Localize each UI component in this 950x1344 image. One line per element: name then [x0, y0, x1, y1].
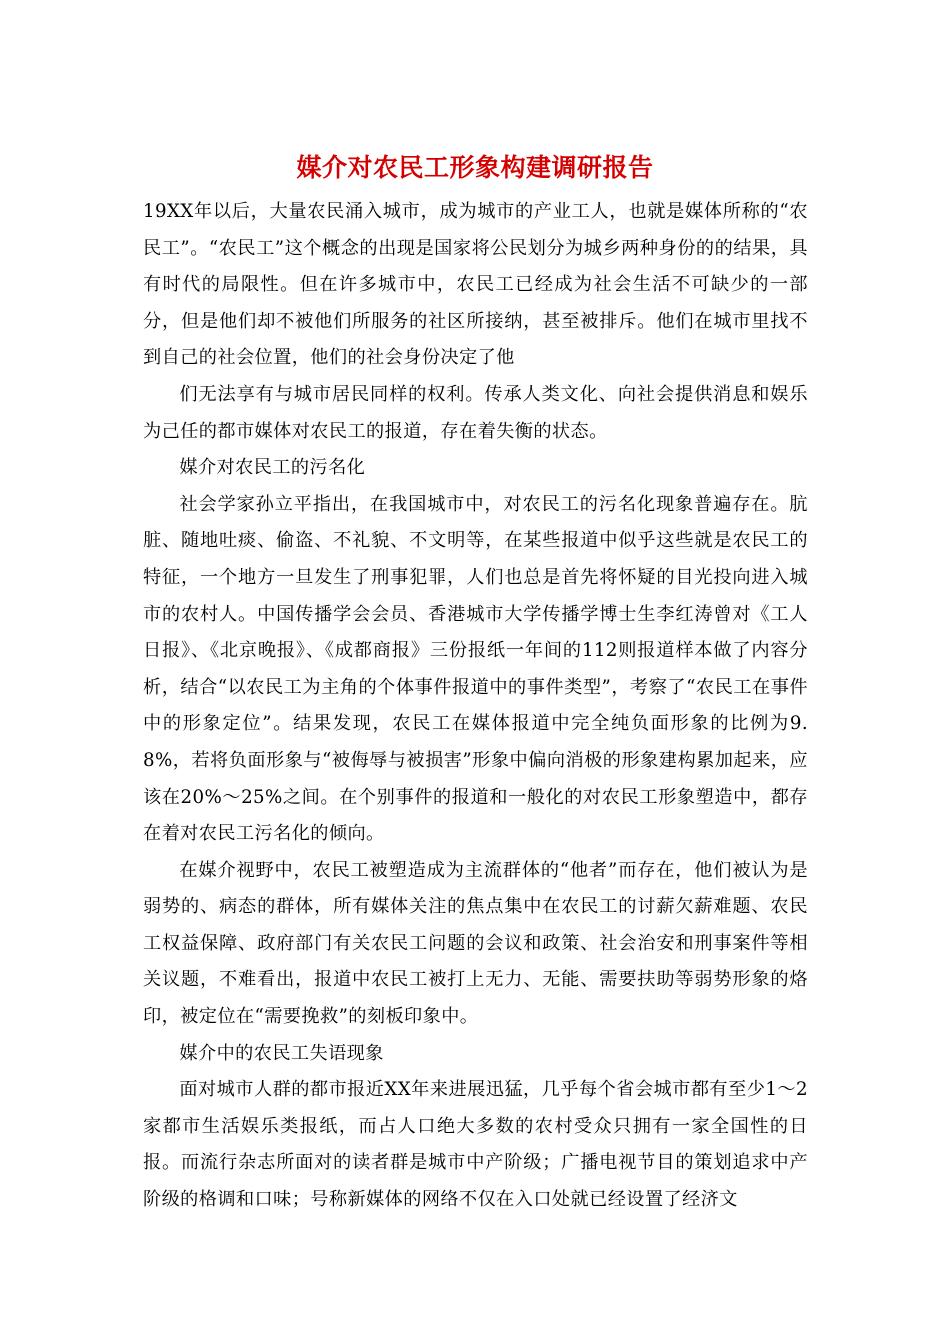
paragraph-rights: 们无法享有与城市居民同样的权利。传承人类文化、向社会提供消息和娱乐为己任的都市媒体对农民工的报道，存在着失衡的状态。 — [143, 383, 808, 442]
section-heading-stigmatization: 媒介对农民工的污名化 — [179, 457, 366, 479]
paragraph-other: 在媒介视野中，农民工被塑造成为主流群体的“他者”而存在，他们被认为是弱势的、病态的群体，所有媒体关注的焦点集中在农民工的讨薪欠薪难题、农民工权益保障、政府部门有关农民工问题的会议和政策、社会治安和刑事案件等相关议题，不难看出，报道中农民工被打上无力、无能、需要扶助等弱势形象的烙印，被定位在“需要挽救”的刻板印象中。 — [143, 859, 808, 1028]
document-body — [143, 194, 808, 1219]
paragraph-intro: 19XX年以后，大量农民涌入城市，成为城市的产业工人，也就是媒体所称的“农民工”。“农民工”这个概念的出现是国家将公民划分为城乡两种身份的的结果，具有时代的局限性。但在许多城市中，农民工已经成为社会生活不可缺少的一部分，但是他们却不被他们所服务的社区所接纳，甚至被排斥。他们在城市里找不到自己的社会位置，他们的社会身份决定了他 — [143, 201, 808, 369]
paragraph-stigmatization: 社会学家孙立平指出，在我国城市中，对农民工的污名化现象普遍存在。肮脏、随地吐痰、偷盗、不礼貌、不文明等，在某些报道中似乎这些就是农民工的特征，一个地方一旦发生了刑事犯罪，人们也总是首先将怀疑的目光投向进入城市的农村人。中国传播学会会员、香港城市大学传播学博士生李红涛曾对《工人日报》、《北京晚报》、《成都商报》三份报纸一年间的112则报道样本做了内容分析，结合“以农民工为主角的个体事件报道中的事件类型”，考察了“农民工在事件中的形象定位”。结果发现，农民工在媒体报道中完全纯负面形象的比例为9.8%，若将负面形象与“被侮辱与被损害”形象中偏向消极的形象建构累加起来，应该在20%～25%之间。在个别事件的报道和一般化的对农民工形象塑造中，都存在着对农民工污名化的倾向。 — [143, 493, 808, 845]
paragraph-aphasia: 面对城市人群的都市报近XX年来进展迅猛，几乎每个省会城市都有至少1～2家都市生活娱乐类报纸，而占人口绝大多数的农村受众只拥有一家全国性的日报。而流行杂志所面对的读者群是城市中产阶级；广播电视节目的策划追求中产阶级的格调和口味；号称新媒体的网络不仅在入口处就已经设置了经济文 — [143, 1079, 808, 1211]
document-title: 媒介对农民工形象构建调研报告 — [296, 153, 654, 182]
section-heading-aphasia: 媒介中的农民工失语现象 — [179, 1042, 384, 1064]
